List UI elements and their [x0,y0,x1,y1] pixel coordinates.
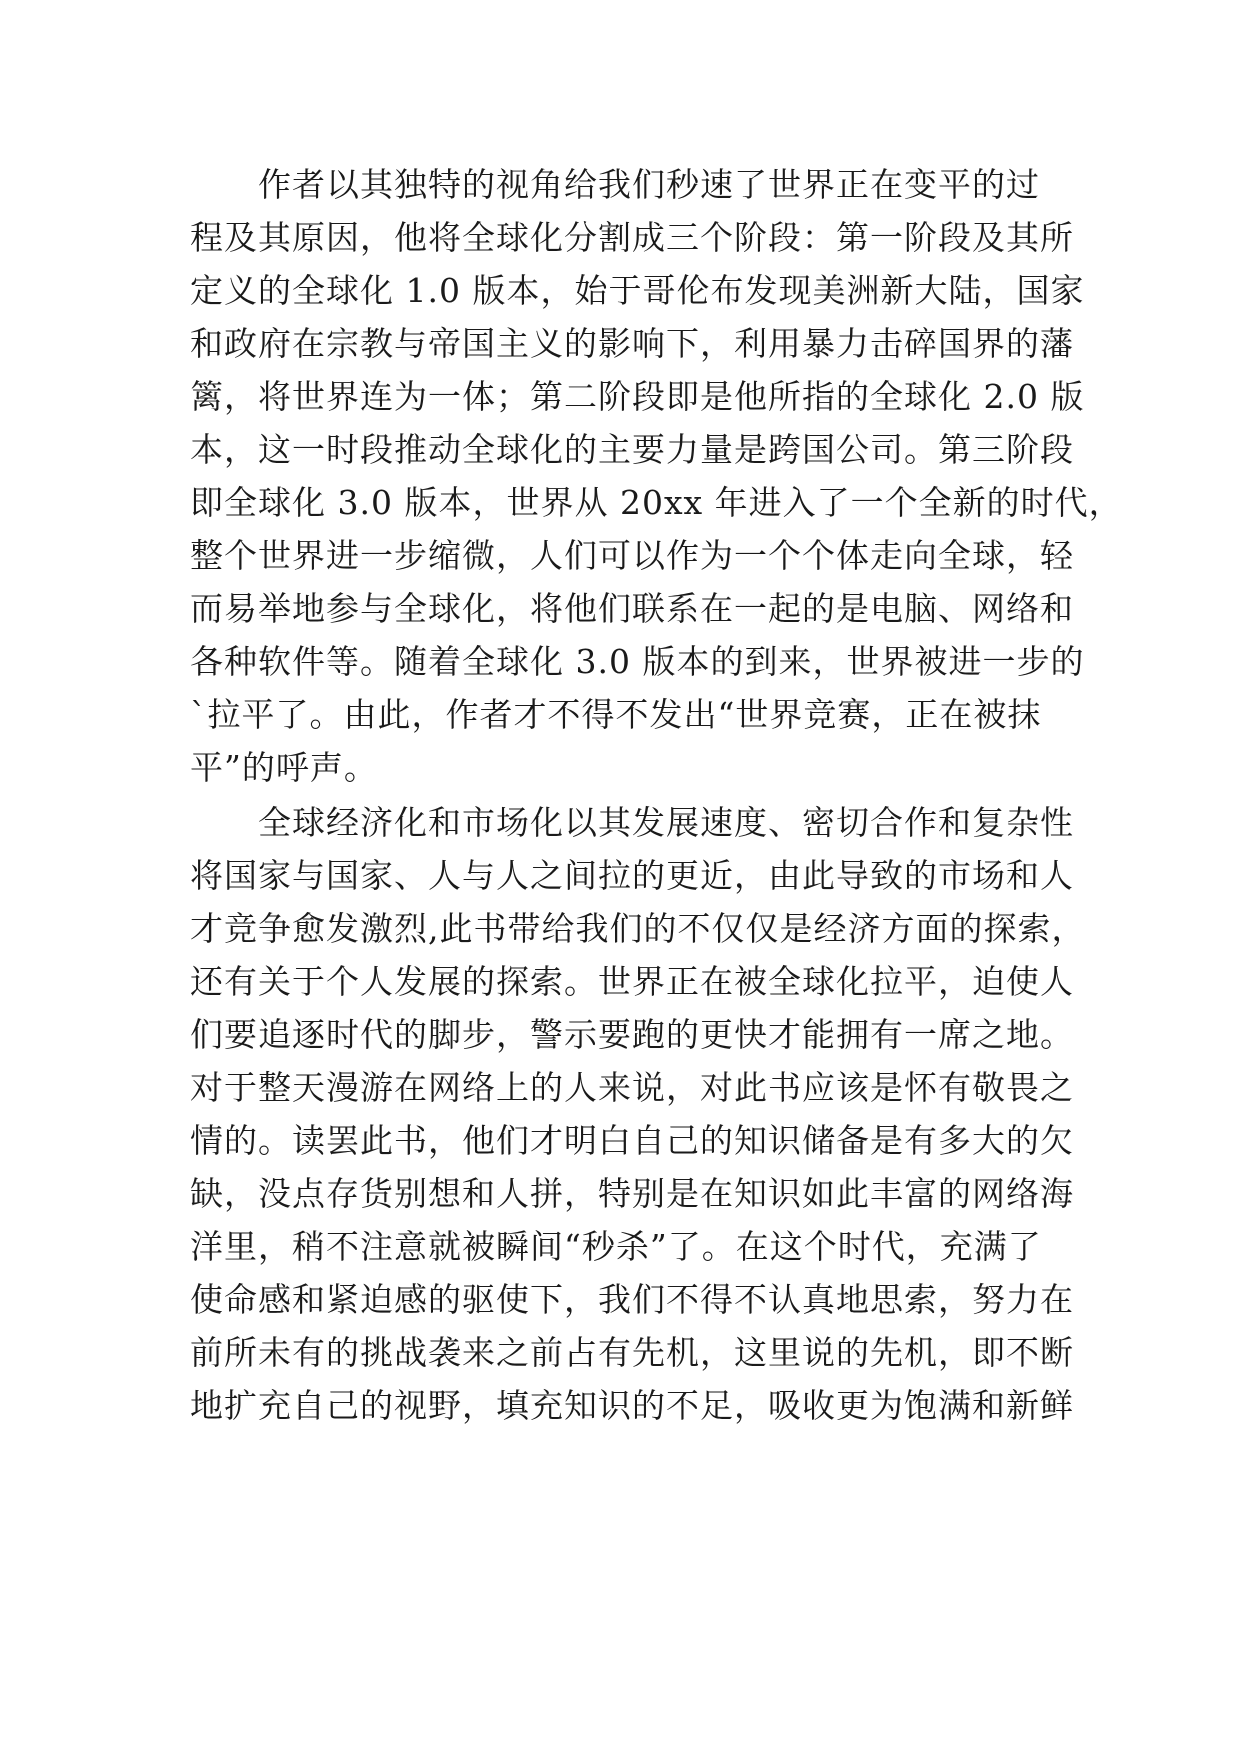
text-line: 而易举地参与全球化，将他们联系在一起的是电脑、网络和 [190,589,1074,628]
paragraph-economy-and-knowledge [190,796,1086,1432]
text-line: 定义的全球化 1.0 版本，始于哥伦布发现美洲新大陆，国家 [190,271,1085,310]
text-line: 平”的呼声。 [190,748,378,787]
paragraph-globalization-stages [190,158,1123,794]
text-line: 们要追逐时代的脚步，警示要跑的更快才能拥有一席之地。 [190,1015,1074,1054]
text-line: 使命感和紧迫感的驱使下，我们不得不认真地思索，努力在 [190,1280,1074,1319]
text-line: 和政府在宗教与帝国主义的影响下，利用暴力击碎国界的藩 [190,324,1074,363]
text-line: 各种软件等。随着全球化 3.0 版本的到来，世界被进一步的 [190,642,1085,681]
text-line: 对于整天漫游在网络上的人来说，对此书应该是怀有敬畏之 [190,1068,1074,1107]
text-line: `拉平了。由此，作者才不得不发出“世界竞赛，正在被抹 [190,695,1042,734]
text-line: 情的。读罢此书，他们才明白自己的知识储备是有多大的欠 [190,1121,1074,1160]
text-line: 程及其原因，他将全球化分割成三个阶段：第一阶段及其所 [190,218,1074,257]
text-line: 才竞争愈发激烈,此书带给我们的不仅仅是经济方面的探索， [190,909,1086,948]
text-line: 作者以其独特的视角给我们秒速了世界正在变平的过 [190,165,1040,204]
text-line: 本，这一时段推动全球化的主要力量是跨国公司。第三阶段 [190,430,1074,469]
text-line: 将国家与国家、人与人之间拉的更近，由此导致的市场和人 [190,856,1074,895]
text-line: 洋里，稍不注意就被瞬间“秒杀”了。在这个时代，充满了 [190,1227,1042,1266]
text-line: 全球经济化和市场化以其发展速度、密切合作和复杂性 [190,803,1074,842]
text-line: 前所未有的挑战袭来之前占有先机，这里说的先机，即不断 [190,1333,1074,1372]
text-line: 整个世界进一步缩微，人们可以作为一个个体走向全球，轻 [190,536,1074,575]
text-line: 即全球化 3.0 版本，世界从 20xx 年进入了一个全新的时代， [190,483,1123,522]
text-line: 还有关于个人发展的探索。世界正在被全球化拉平，迫使人 [190,962,1074,1001]
text-line: 缺，没点存货别想和人拼，特别是在知识如此丰富的网络海 [190,1174,1074,1213]
text-line: 地扩充自己的视野，填充知识的不足，吸收更为饱满和新鲜 [190,1386,1074,1425]
text-line: 篱，将世界连为一体；第二阶段即是他所指的全球化 2.0 版 [190,377,1085,416]
